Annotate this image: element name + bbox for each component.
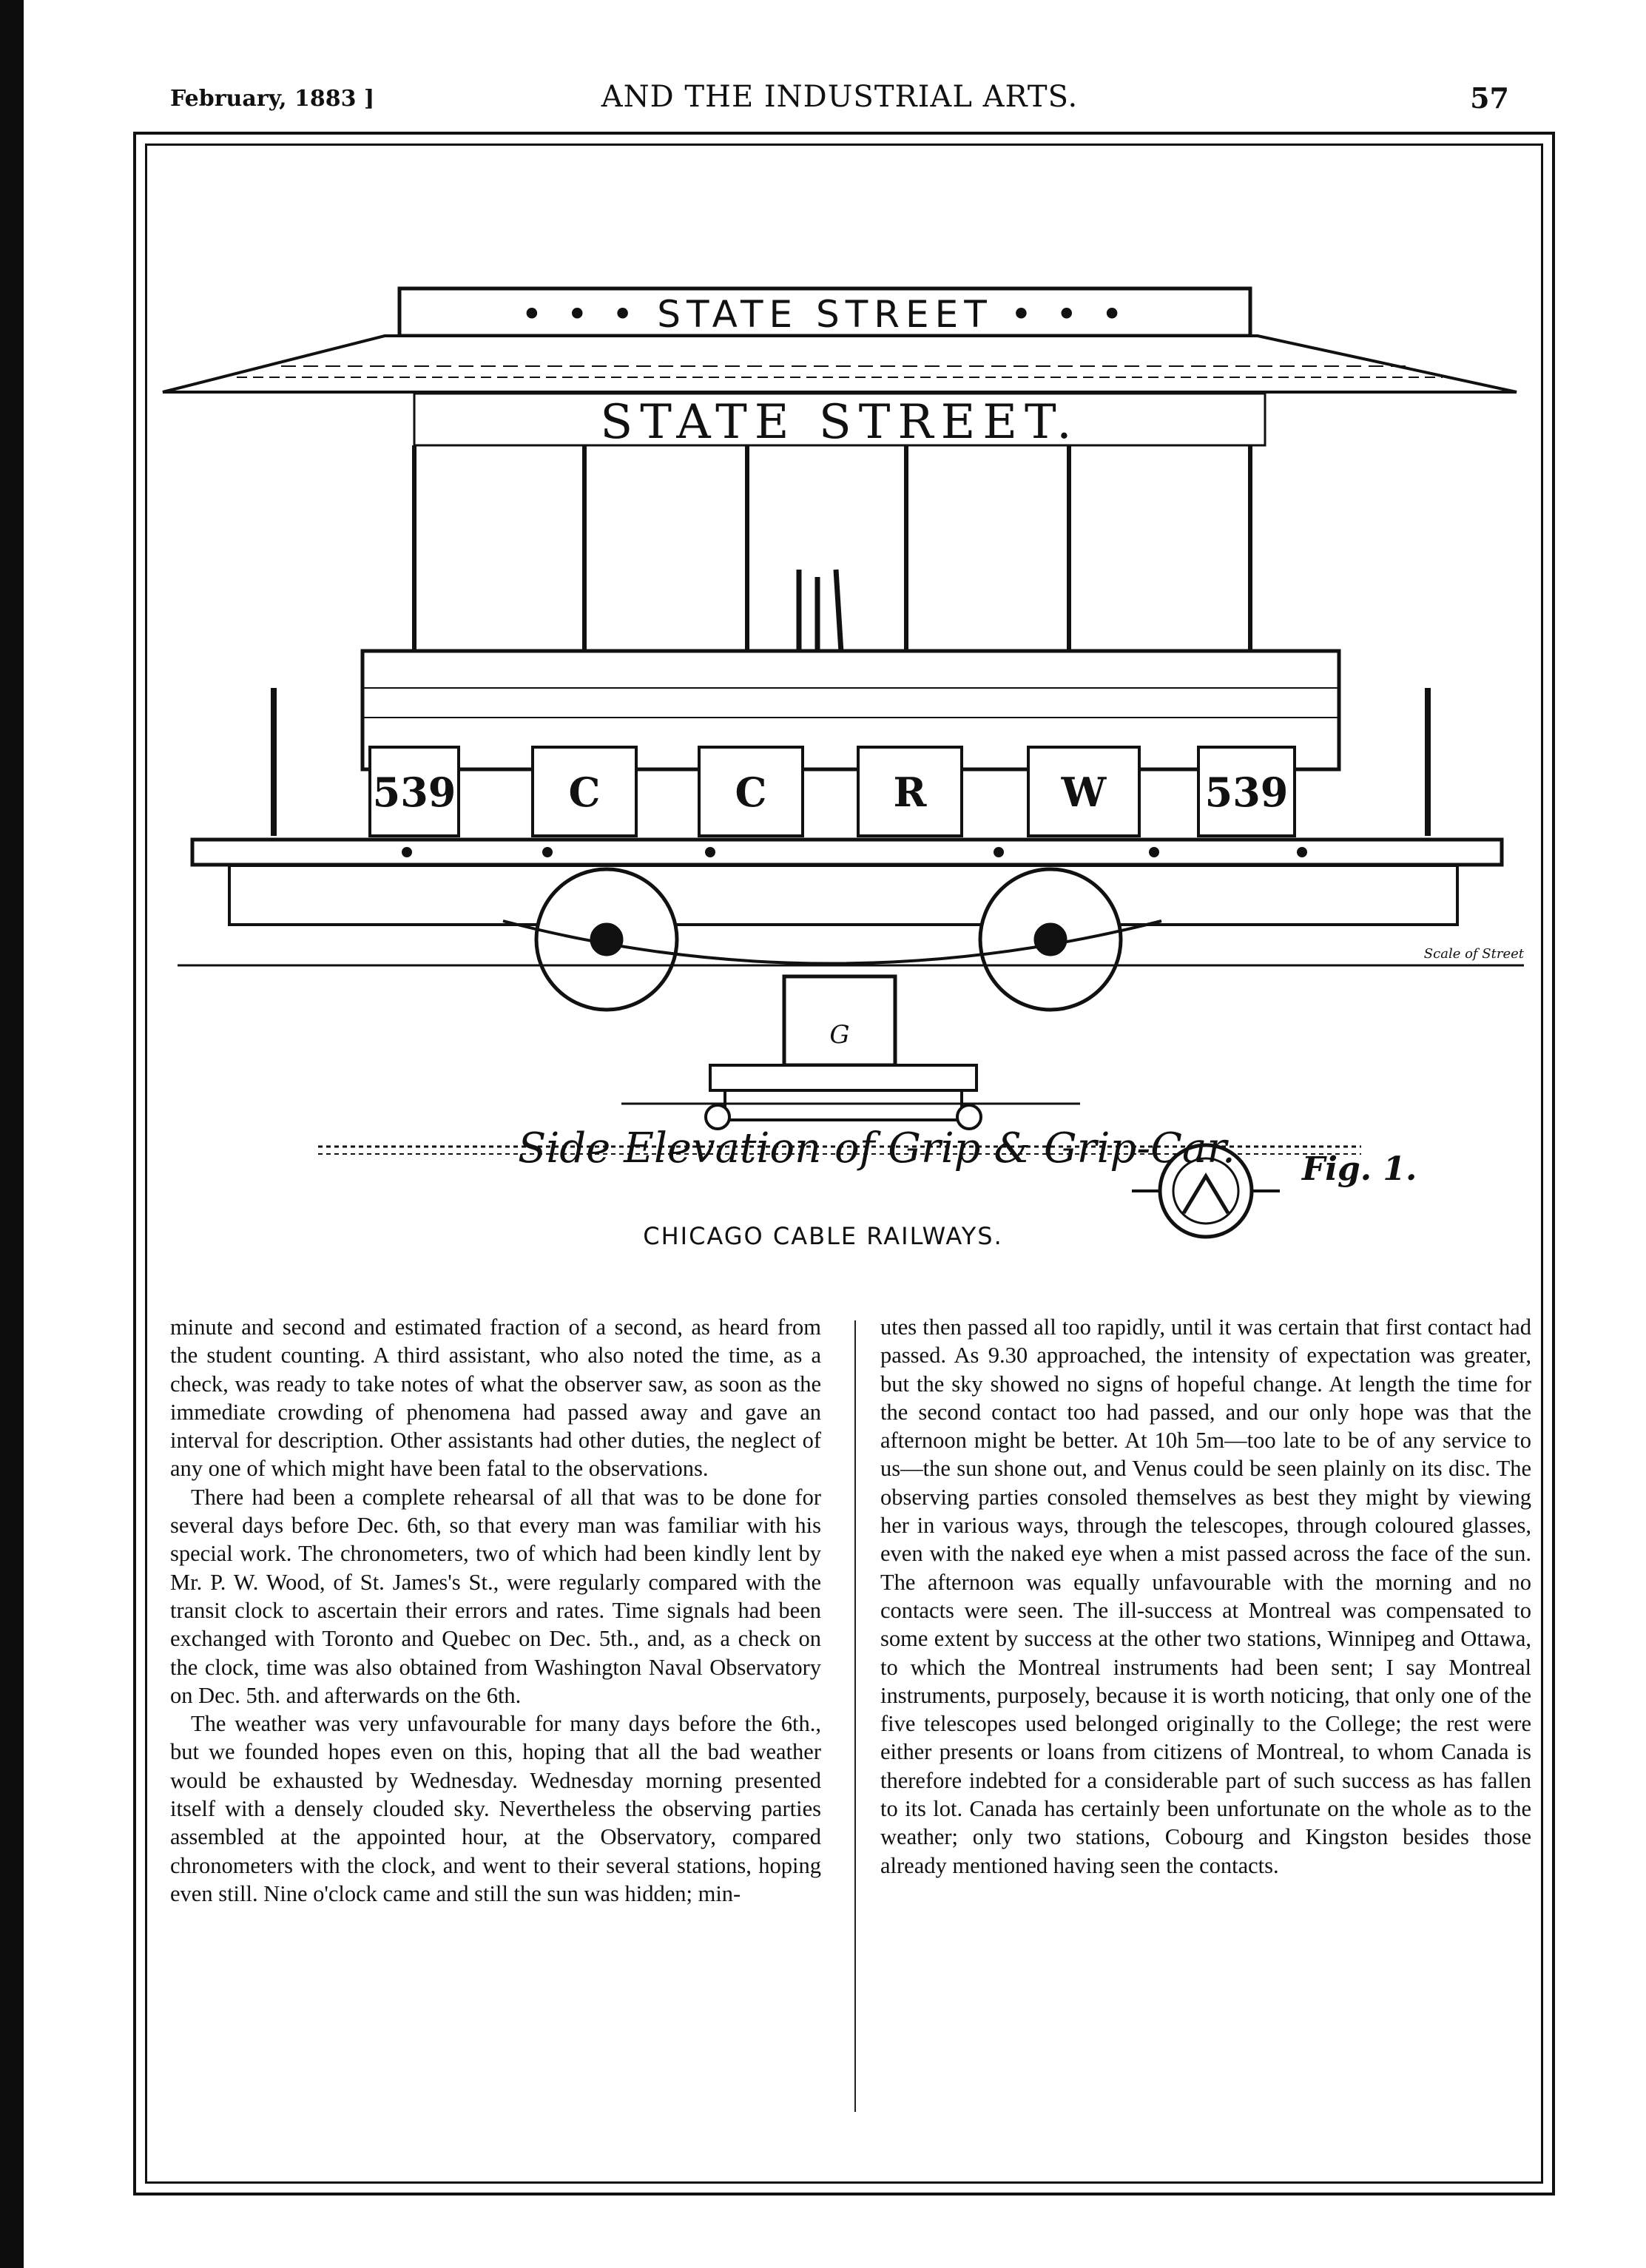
seat-bench bbox=[362, 651, 1339, 769]
paragraph: There had been a complete rehearsal of all that was to be done for several days before Dec. 6th, so that every man was familiar with his special work. The chronometers, two of which had been kindly lent by Mr. P. W. Wood, of St. James's St., were regularly compared with the transit clock to ascertain their errors and rates. Time signals had been exchanged with Toronto and Quebec on Dec. 5th., and, as a check on the clock, time was also obtained from Washington Naval Observatory on Dec. 5th. and afterwards on the 6th. bbox=[170, 1484, 821, 1708]
paragraph: The weather was very unfavourable for many days before the 6th., but we founded hopes even on this, hoping that all the bad weather would be exhausted by Wednesday. Wednesday morning presented itself with a densely clouded sky. Nevertheless the observing parties assembled at the appointed hour, at the Observatory, compared chronometers with the clock, and went to their several stations, hoping even still. Nine o'clock came and still the sun was hidden; min- bbox=[170, 1711, 821, 1906]
side-sign-text: STATE STREET. bbox=[600, 395, 1079, 450]
panel-label-c-2: C bbox=[735, 769, 767, 816]
scale-label: Scale of Street bbox=[1423, 946, 1524, 962]
panel-label-w: W bbox=[1061, 769, 1107, 816]
cable-car-illustration bbox=[148, 155, 1539, 1265]
article-body bbox=[170, 1313, 1531, 2119]
paragraph: minute and second and estimated fraction of a second, as heard from the student counting. A third assistant, who also noted the time, as a check, was ready to take notes of what the observer saw, as soon as the immediate crowding of phenomena had passed away and gave an interval for description. Other assistants had other duties, the neglect of any one of which might have been fatal to the observations. bbox=[170, 1314, 821, 1482]
grip-label: G bbox=[829, 1020, 850, 1050]
column-divider bbox=[854, 1320, 856, 2112]
figure-label: Fig. 1. bbox=[1302, 1150, 1417, 1188]
panel-label-c-1: C bbox=[568, 769, 601, 816]
car-canopy bbox=[163, 336, 1517, 392]
plate-title: CHICAGO CABLE RAILWAYS. bbox=[643, 1222, 1003, 1250]
header-date: February, 1883 ] bbox=[170, 86, 375, 112]
header-title: AND THE INDUSTRIAL ARTS. bbox=[601, 80, 1079, 114]
panel-label-539-left: 539 bbox=[372, 769, 456, 816]
panel-label-539-right: 539 bbox=[1204, 769, 1289, 816]
column-left bbox=[170, 1313, 821, 1908]
panel-label-r: R bbox=[893, 769, 927, 816]
running-head bbox=[170, 80, 1509, 124]
roof-sign-text: • • • STATE STREET • • • bbox=[521, 293, 1129, 336]
page-number: 57 bbox=[1470, 81, 1509, 115]
figure-caption: Side Elevation of Grip & Grip-Car. bbox=[518, 1124, 1235, 1172]
column-right bbox=[880, 1313, 1531, 1880]
paragraph: utes then passed all too rapidly, until it was certain that first contact had passed. As 9.30 approached, the intensity of expectation was greater, but the sky showed no signs of hopeful change. At length the time for the second contact too had passed, and our only hope was that the afternoon might be better. At 10h 5m—too late to be of any service to us—the sun shone out, and Venus could be seen plainly on its disc. The observing parties consoled themselves as best they might by viewing her in various ways, through the telescopes, through coloured glasses, even with the naked eye when a mist passed across the face of the sun. The afternoon was equally unfavourable with the morning and no contacts were seen. The ill-success at Montreal was compensated to some extent by success at the other two stations, Winnipeg and Ottawa, to which the Montreal instruments had been sent; I say Montreal instruments, purposely, because it is worth noticing, that only one of the five telescopes used belonged originally to the College; the rest were either presents or loans from citizens of Montreal, to whom Canada is therefore indebted for a considerable part of such success as has fallen to its lot. Canada has certainly been unfortunate on the whole as to the weather; only two stations, Cobourg and Kingston besides those already mentioned having seen the contacts. bbox=[880, 1314, 1531, 1878]
page-edge-bar bbox=[0, 0, 24, 2268]
